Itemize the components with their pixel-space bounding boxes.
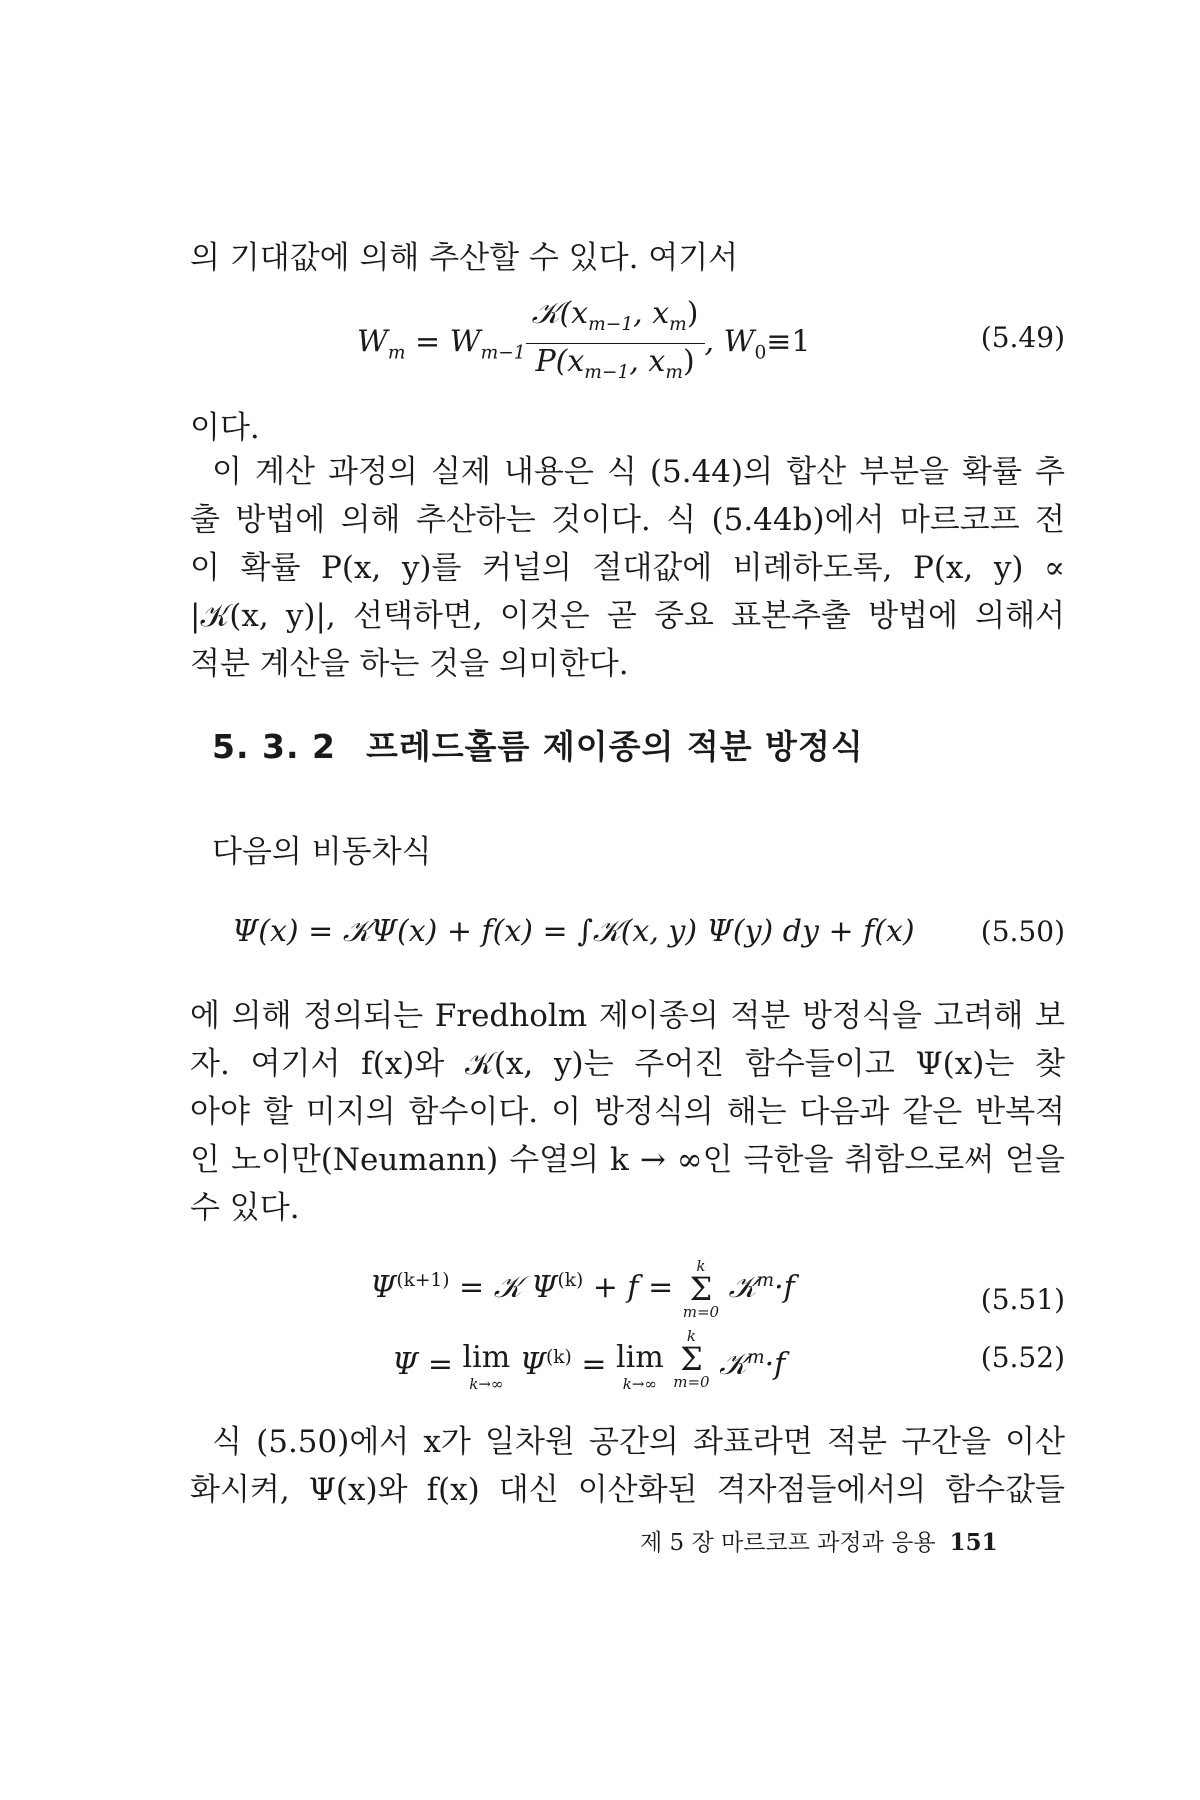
text-line: 아야 할 미지의 함수이다. 이 방정식의 해는 다음과 같은 반복적	[190, 1094, 1065, 1130]
text-line: 에 의해 정의되는 Fredholm 제이종의 적분 방정식을 고려해 보	[190, 998, 1065, 1034]
summation: k Σ m=0	[673, 1327, 710, 1391]
text-line: 적분 계산을 하는 것을 의미한다.	[190, 646, 629, 682]
section-heading	[212, 725, 864, 769]
text-line: 식 (5.50)에서 x가 일차원 공간의 좌표라면 적분 구간을 이산	[212, 1424, 1065, 1460]
fraction: $\frac{𝒦(x_{m-1}, x_m)}{P(x_{m-1}, x_m)}$	[526, 296, 705, 391]
text-line: 화시켜, Ψ(x)와 f(x) 대신 이산화된 격자점들에서의 함수값들	[190, 1472, 1065, 1508]
text-line: 출 방법에 의해 추산하는 것이다. 식 (5.44b)에서 마르코프 전	[190, 502, 1065, 538]
equation-5-49: $W_m = W_{m-1}$ $\frac{𝒦(x_{m-1}, x_m)}{P(x_{m-1}, x_m)}$ , $W_0\equiv 1$	[357, 296, 811, 391]
text-line: 다음의 비동차식	[212, 834, 432, 870]
text-line: 이 계산 과정의 실제 내용은 식 (5.44)의 합산 부분을 확률 추	[212, 454, 1065, 490]
equation-5-52: Ψ = lim k→∞ $\Psi^{(k)}$ = lim k→∞ k Σ m=0 𝒦$^m$·f	[392, 1327, 786, 1393]
running-footer-chapter: 제 5 장 마르코프 과정과 응용	[640, 1530, 936, 1556]
text-line: 이다.	[190, 410, 260, 446]
text-line: 수 있다.	[190, 1190, 300, 1226]
equation-number: (5.52)	[980, 1341, 1065, 1374]
page-number: 151	[949, 1529, 998, 1556]
text-line: 의 기대값에 의해 추산할 수 있다. 여기서	[190, 240, 739, 276]
section-number: 5. 3. 2	[212, 727, 336, 766]
equation-5-50: Ψ(x) = 𝒦Ψ(x) + f(x) = ∫𝒦(x, y) Ψ(y) dy + f(x)	[232, 914, 915, 949]
summation: k Σ m=0	[682, 1257, 720, 1321]
text-line: |𝒦(x, y)|, 선택하면, 이것은 곧 중요 표본추출 방법에 의해서	[190, 598, 1065, 634]
page-footer	[640, 1528, 998, 1558]
equation-5-51: $\Psi^{(k+1)}$ = 𝒦 $\Psi^{(k)} + f$ = k Σ m=0 𝒦$^m$·f	[370, 1257, 795, 1321]
equation-number: (5.50)	[980, 915, 1065, 948]
equation-number: (5.51)	[980, 1283, 1065, 1316]
limit: lim k→∞	[462, 1340, 511, 1393]
text-line: 이 확률 P(x, y)를 커널의 절대값에 비례하도록, P(x, y) ∝	[190, 550, 1065, 586]
limit: lim k→∞	[616, 1340, 664, 1393]
text-line: 인 노이만(Neumann) 수열의 k → ∞인 극한을 취함으로써 얻을	[190, 1142, 1065, 1178]
text-line: 자. 여기서 f(x)와 𝒦(x, y)는 주어진 함수들이고 Ψ(x)는 찾	[190, 1046, 1065, 1082]
section-title: 프레드홀름 제이종의 적분 방정식	[365, 727, 864, 766]
equation-number: (5.49)	[980, 321, 1065, 354]
